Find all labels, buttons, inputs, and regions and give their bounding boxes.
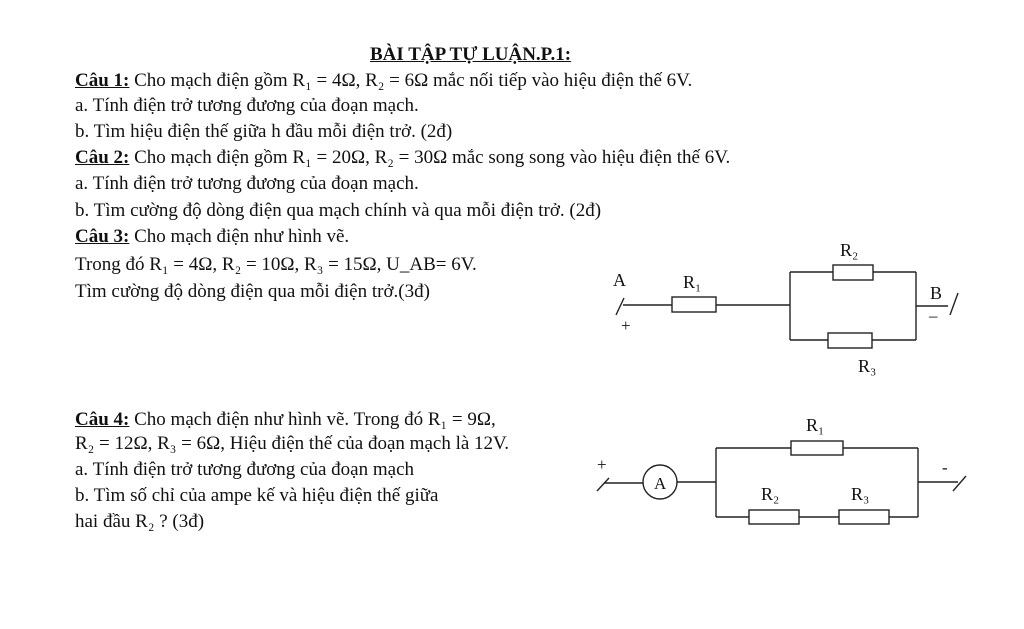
question-4-part-b-line2: hai đầu R₂ ? (3đ) [75, 511, 205, 532]
ammeter-label: A [654, 474, 667, 493]
terminal-b-label: B [930, 283, 943, 303]
question-3-label: Câu 3: [75, 226, 130, 247]
question-3-task: Tìm cường độ dòng điện qua mỗi điện trở.(3đ) [75, 281, 430, 302]
question-3-text: Cho mạch điện như hình vẽ. [129, 226, 350, 247]
resistor-r1-q4 [791, 441, 843, 455]
question-4-text: Cho mạch điện như hình vẽ. Trong đó R₁ = 9Ω, [129, 409, 496, 430]
question-4-part-a: a. Tính điện trở tương đương của đoạn mạch [75, 459, 415, 480]
r2-label-q4: R₂ [761, 484, 780, 504]
r1-label-q3: R₁ [683, 272, 702, 292]
resistor-r3-q4 [839, 510, 889, 524]
question-1-part-b: b. Tìm hiệu điện thế giữa h đầu mỗi điện trở. (2đ) [75, 121, 453, 142]
question-4-part-b-line1: b. Tìm số chỉ của ampe kế và hiệu điện thế giữa [75, 485, 439, 506]
left-terminal-tick-q4 [597, 478, 609, 491]
resistor-r2-q4 [749, 510, 799, 524]
plus-sign-q4: + [597, 455, 607, 474]
minus-sign-q4: - [942, 458, 948, 477]
question-4-givens: R₂ = 12Ω, R₃ = 6Ω, Hiệu điện thế của đoạn mạch là 12V. [75, 433, 510, 454]
question-2-part-b: b. Tìm cường độ dòng điện qua mạch chính và qua mỗi điện trở. (2đ) [75, 200, 602, 221]
right-terminal-tick-q4 [953, 476, 966, 491]
question-3-givens: Trong đó R₁ = 4Ω, R₂ = 10Ω, R₃ = 15Ω, U_AB= 6V. [75, 254, 477, 275]
question-2-part-a: a. Tính điện trở tương đương của đoạn mạch. [75, 173, 419, 194]
question-4-label: Câu 4: [75, 409, 130, 430]
r1-label-q4: R₁ [806, 415, 825, 435]
r3-label-q3: R₃ [858, 356, 877, 376]
terminal-a-label: A [613, 270, 626, 290]
question-1-part-a: a. Tính điện trở tương đương của đoạn mạch. [75, 95, 419, 116]
question-1-label: Câu 1: [75, 70, 130, 91]
question-2-text: Cho mạch điện gồm R₁ = 20Ω, R₂ = 30Ω mắc song song vào hiệu điện thế 6V. [129, 147, 731, 168]
question-1-text: Cho mạch điện gồm R₁ = 4Ω, R₂ = 6Ω mắc nối tiếp vào hiệu điện thế 6V. [129, 70, 693, 91]
r2-label-q3: R₂ [840, 240, 859, 260]
r3-label-q4: R₃ [851, 484, 870, 504]
worksheet-title: BÀI TẬP TỰ LUẬN.P.1: [370, 44, 572, 65]
plus-sign-q3: + [621, 316, 631, 335]
minus-sign-q3: – [929, 306, 938, 325]
question-2-label: Câu 2: [75, 147, 130, 168]
